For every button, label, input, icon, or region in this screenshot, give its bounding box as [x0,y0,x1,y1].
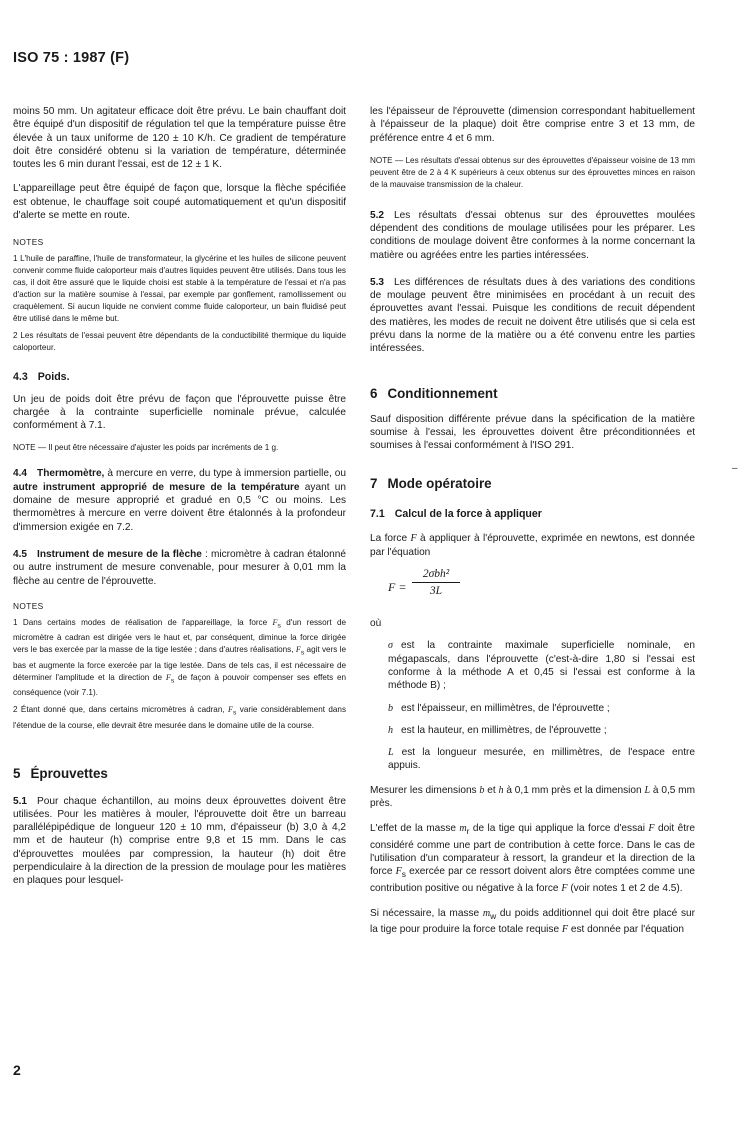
text: La force [370,533,411,545]
section-number: 4.4 [13,468,28,480]
section-number: 5.2 [370,209,385,221]
margin-mark: – [732,463,738,474]
section-heading-5 [13,766,346,781]
paragraph: moins 50 mm. Un agitateur efficace doit être prévu. Le bain chauffant doit être équipé d'un dispositif de régulation tel que la température puisse être élevée à un taux uniforme de 120 ± 10 K/h. Ce gradient de température doit être considéré obtenu si la variation de température, déterminée toutes les 6 min durant l'essai, est de 12 ± 1 K. [13,106,346,171]
paragraph: Un jeu de poids doit être prévu de façon que l'éprouvette puisse être chargée à la contrainte superficielle nominale prévue, calculée conformément à 7.1. [13,393,346,432]
section-title: Calcul de la force à appliquer [394,508,542,521]
text: est la contrainte maximale superficielle nominale, en mégapascals, dans l'éprouvette (c'est-à-dire 1,80 si l'essai est conforme à la méthode A et 0,45 si l'essai est conforme à la méthode B) ; [388,640,695,692]
text: à 0,1 mm près et la dimension [503,784,645,796]
subscript: s [170,677,175,685]
section-heading-6 [370,386,695,401]
variable-definition [388,639,695,692]
text: est la hauteur, en millimètres, de l'éprouvette ; [401,724,607,736]
note-item: 1 L'huile de paraffine, l'huile de transformateur, la glycérine et les huiles de silicone peuvent convenir comme fluide caloporteur mais d'autres liquides peuvent être utilisés. Dans tous les cas, il doit être assuré que le liquide choisi est stable à la température de l'essai et n'a pas d'action sur la matière soumise à l'essai, par exemple par gonflement, ramollissement ou craquèlement. Si aucun liquide ne convient comme fluide caloporteur, un bain fluidisé peut être utilisé dans le même but. [13,254,346,323]
section-number: 4.3 [13,370,28,383]
paragraph: Sauf disposition différente prévue dans la spécification de la matière soumise à l'essai, les éprouvettes doivent être préconditionnées et soumises à l'essai conformément à l'ISO 291. [370,413,695,452]
symbol: h [498,784,504,796]
text: 2 Étant donné que, dans certains micromètres à cadran, [13,705,229,715]
note-item: 2 Les résultats de l'essai peuvent être dépendants de la conductibilité thermique du liquide caloporteur. [13,330,346,352]
text: exercée par ce ressort doivent alors être comptées comme une contribution positive ou négative à la force [370,866,695,894]
bold-term: Instrument de mesure de la flèche [37,548,202,560]
bold-term: Thermomètre, [37,468,105,480]
equation-numerator: 2σbh² [412,568,460,583]
text: de façon à pouvoir compenser ses effets en conséquence (voir 7.1). [13,672,346,698]
note-item [13,704,346,731]
symbol: F [561,882,568,894]
section-heading-7-1 [370,508,695,520]
subscript: s [300,649,305,657]
variable-definition [388,724,695,737]
notes-heading: NOTES [13,600,44,611]
paragraph [370,907,695,937]
note-item [13,617,346,699]
equation-lhs: F = [388,580,407,595]
section-title: Éprouvettes [30,765,108,781]
section-title: Mode opératoire [387,476,492,492]
text: et [484,784,499,796]
symbol: F [561,924,569,936]
text: ayant un domaine de mesure approprié et gradué en 0,5 °C ou moins. Les thermomètres à mercure en verre doivent être étalonnés à la profondeur d'immersion exigée en 7.2. [13,481,346,533]
text: L'effet de la masse [370,823,460,835]
text: est l'épaisseur, en millimètres, de l'éprouvette ; [401,702,610,714]
section-number: 7 [370,476,378,492]
symbol: F [648,823,655,835]
symbol: L [644,784,651,796]
subscript: s [401,869,406,880]
text: Les différences de résultats dues à des variations des conditions de moulage peuvent être minimisées en procédant à un recuit des éprouvettes avant l'essai. Puisque les conditions de recuit dépendent des matières, les modes de recuit ne doivent être utilisés que si cela est prévu dans la norme de la matière ou a été convenu entre les parties intéressées. [370,276,695,355]
section-title: Poids. [37,370,70,383]
subscript: s [233,709,237,717]
text: Mesurer les dimensions [370,784,480,796]
paragraph [370,784,695,811]
text: Si nécessaire, la masse [370,907,483,919]
section-title: Conditionnement [387,385,498,401]
section-5-2-paragraph [370,209,695,262]
text: Pour chaque échantillon, au moins deux éprouvettes doivent être utilisées. Pour les matières à mouler, l'éprouvette doit être un barreau parallélépipédique de longueur 120 ± 10 mm, d'épaisseur (b) 3,0 à 4,2 mm et de hauteur (h) comprise entre 9,8 et 15 mm. Dans le cas d'éprouvettes moulées par compression, la hauteur (h) doit être perpendiculaire à la direction de la pression de moulage pour les matières en plaques pour lesquel- [13,795,346,887]
section-4-5-paragraph [13,548,346,588]
text: à appliquer à l'éprouvette, exprimée en newtons, est donnée par l'équation [370,533,695,558]
right-column [370,105,695,936]
section-4-4-paragraph [13,467,346,533]
note: NOTE — Il peut être nécessaire d'ajuster les poids par incréments de 1 g. [13,442,279,452]
force-equation [370,565,695,615]
symbol: L [388,747,394,759]
section-5-3-paragraph [370,276,695,356]
text: varie considérablement dans l'étendue de la course, elle devrait être mesurée dans le domaine utile de la course. [13,705,347,730]
paragraph [370,822,695,895]
text: 1 Dans certains modes de réalisation de l'appareillage, la force [13,617,273,627]
section-number: 5.3 [370,276,385,288]
text: à 0,5 mm près. [370,784,695,810]
equation-denominator: 3L [429,585,443,598]
symbol: F [410,533,417,545]
section-heading-7 [370,476,695,491]
symbol: h [388,724,394,736]
section-number: 5 [13,765,21,781]
text: de la tige qui applique la force d'essai [469,823,649,835]
paragraph [370,532,695,559]
text: Les résultats d'essai obtenus sur des éprouvettes moulées dépendent des conditions de moulage utilisées pour les préparer. Les conditions de moulage doivent être conformes à la norme concernant la matière ou agréées entre les parties intéressées. [370,209,695,261]
variable-definition [388,746,695,773]
symbol: F [395,866,402,878]
text: est donnée par l'équation [568,924,684,936]
text: à mercure en verre, du type à immersion partielle, ou [104,468,346,480]
section-number: 7.1 [370,508,385,521]
section-5-1-paragraph [13,795,346,888]
subscript: r [466,826,470,837]
variable-definitions [370,639,695,772]
note: NOTE — Les résultats d'essai obtenus sur des éprouvettes d'épaisseur voisine de 13 mm peuvent être de 2 à 4 K supérieurs à ceux obtenus sur des éprouvettes minces en raison de la mauvaise transmission de la chaleur. [370,155,695,189]
section-number: 6 [370,385,378,401]
symbol: F [228,705,233,715]
paragraph: L'appareillage peut être équipé de façon que, lorsque la flèche spécifiée est obtenue, le chauffage soit coupé automatiquement et qu'un dispositif d'alerte se mette en route. [13,183,346,222]
subscript: s [277,622,281,630]
left-column [13,105,346,888]
section-number: 4.5 [13,548,28,560]
symbol: F [272,617,278,627]
document-header: ISO 75 : 1987 (F) [13,50,130,66]
subscript: w [490,910,497,921]
symbol: m [459,823,467,835]
section-number: 5.1 [13,795,28,807]
symbol: b [479,784,485,796]
variable-definition [388,702,695,715]
text: agit vers le bas et augmente la force exercée par la tige lestée. Dans de tels cas, il est nécessaire de déterminer l'amplitude et la direction de [13,645,347,682]
text: (voir notes 1 et 2 de 4.5). [567,882,683,894]
bold-term: autre instrument approprié de mesure de la température [13,481,300,493]
text: : micromètre à cadran étalonné ou autre instrument de mesure convenable, pour mesurer à 0,01 mm la flèche au centre de l'éprouvette. [13,548,346,587]
symbol: m [482,907,491,919]
where-label: où [370,618,382,630]
section-heading-4-3 [13,371,346,383]
text: du poids additionnel qui doit être placé sur la tige pour produire la force totale requise [370,907,695,936]
equation-fraction [412,568,460,597]
text: d'un ressort de micromètre à cadran est dirigée vers le haut et, par conséquent, diminue la force dirigée vers le bas exercée par la masse de la tige lestée ; dans d'autres réalisations, [13,617,346,655]
text: est la longueur mesurée, en millimètres, de l'espace entre appuis. [388,747,695,772]
text: doit être considéré comme une part de contribution à cette force. Dans le cas de l'utilisation d'un comparateur à ressort, la grandeur et la direction de la force [370,823,696,878]
symbol: F [295,645,301,655]
notes-heading: NOTES [13,237,44,248]
page-number: 2 [13,1062,21,1078]
symbol: F [165,672,171,682]
symbol: σ [388,640,393,652]
paragraph: les l'épaisseur de l'éprouvette (dimension correspondant habituellement à l'épaisseur de la plaque) doit être comprise entre 3 et 13 mm, de préférence entre 4 et 6 mm. [370,106,695,144]
symbol: b [388,702,394,714]
